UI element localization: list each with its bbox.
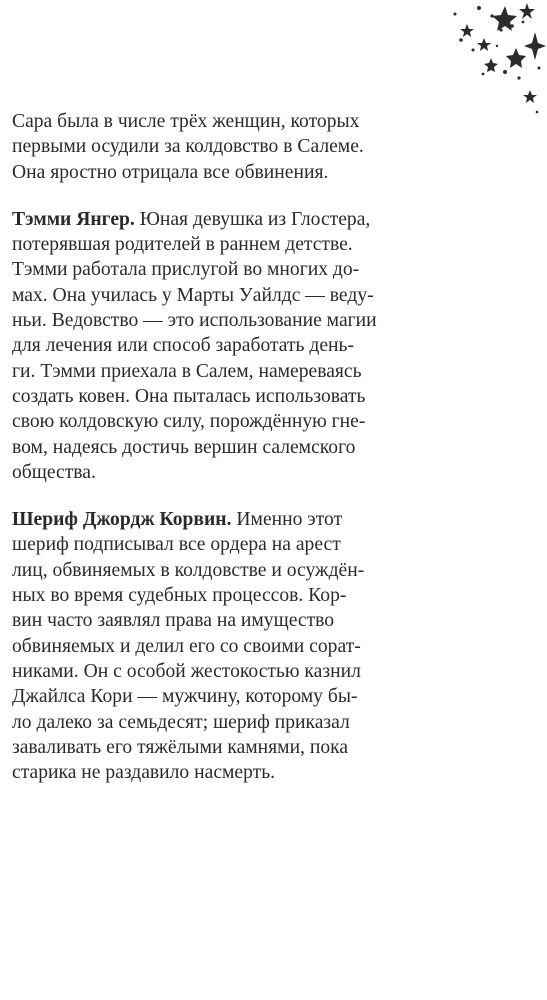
text-line: свою колдовскую силу, порождённую гне-	[12, 411, 366, 433]
text-line: Юная девушка из Глостера,	[134, 208, 371, 230]
character-name: Тэмми Янгер.	[12, 208, 135, 230]
text-line: заваливать его тяжёлыми камнями, пока	[12, 736, 349, 758]
text-line: Сара была в числе трёх женщин, которых	[12, 111, 360, 132]
text-line: первыми осудили за колдовство в Салеме.	[12, 136, 364, 158]
paragraph-tammy-younger	[12, 207, 528, 485]
star-icon	[506, 48, 526, 68]
text-line: обвиняемых и делил его со своими сорат-	[12, 635, 361, 657]
text-line: вин часто заявлял права на имущество	[12, 610, 335, 632]
paragraph-sarah	[12, 109, 528, 185]
star-icon	[484, 58, 498, 72]
text-line: мах. Она училась у Марты Уайлдс — веду-	[12, 284, 374, 306]
text-line: Она яростно отрицала все обвинения.	[12, 161, 329, 183]
text-line: ных во время судебных процессов. Кор-	[12, 585, 347, 607]
text-line: общества.	[12, 461, 96, 483]
star-icon	[523, 90, 537, 103]
character-name: Шериф Джордж Корвин.	[12, 509, 232, 531]
book-page-text	[12, 109, 528, 785]
text-line: старика не раздавило насмерть.	[12, 762, 276, 784]
text-line: ньи. Ведовство — это использование магии	[12, 310, 377, 332]
text-line: вом, надеясь достичь вершин салемского	[12, 436, 356, 458]
paragraph-sheriff-corwin	[12, 507, 528, 785]
text-line: никами. Он с особой жестокостью казнил	[12, 660, 361, 682]
stars-decoration	[387, 0, 547, 120]
text-line: ло далеко за семьдесят; шериф приказал	[12, 711, 350, 733]
text-line: ги. Тэмми приехала в Салем, намереваясь	[12, 360, 362, 382]
text-line: для лечения или способ заработать день-	[12, 335, 354, 357]
star-icon	[460, 24, 474, 37]
text-line: шериф подписывал все ордера на арест	[12, 534, 341, 556]
text-line: Именно этот	[231, 509, 343, 531]
text-line: Джайлса Кори — мужчину, которому бы-	[12, 686, 358, 708]
text-line: создать ковен. Она пыталась использовать	[12, 385, 366, 407]
star-icon	[519, 3, 535, 19]
text-line: Тэмми работала прислугой во многих до-	[12, 259, 360, 281]
sparkle-icon	[524, 32, 546, 60]
star-icon	[477, 38, 491, 51]
text-line: лиц, обвиняемых в колдовстве и осуждён-	[12, 559, 365, 581]
text-line: потерявшая родителей в раннем детстве.	[12, 234, 353, 256]
